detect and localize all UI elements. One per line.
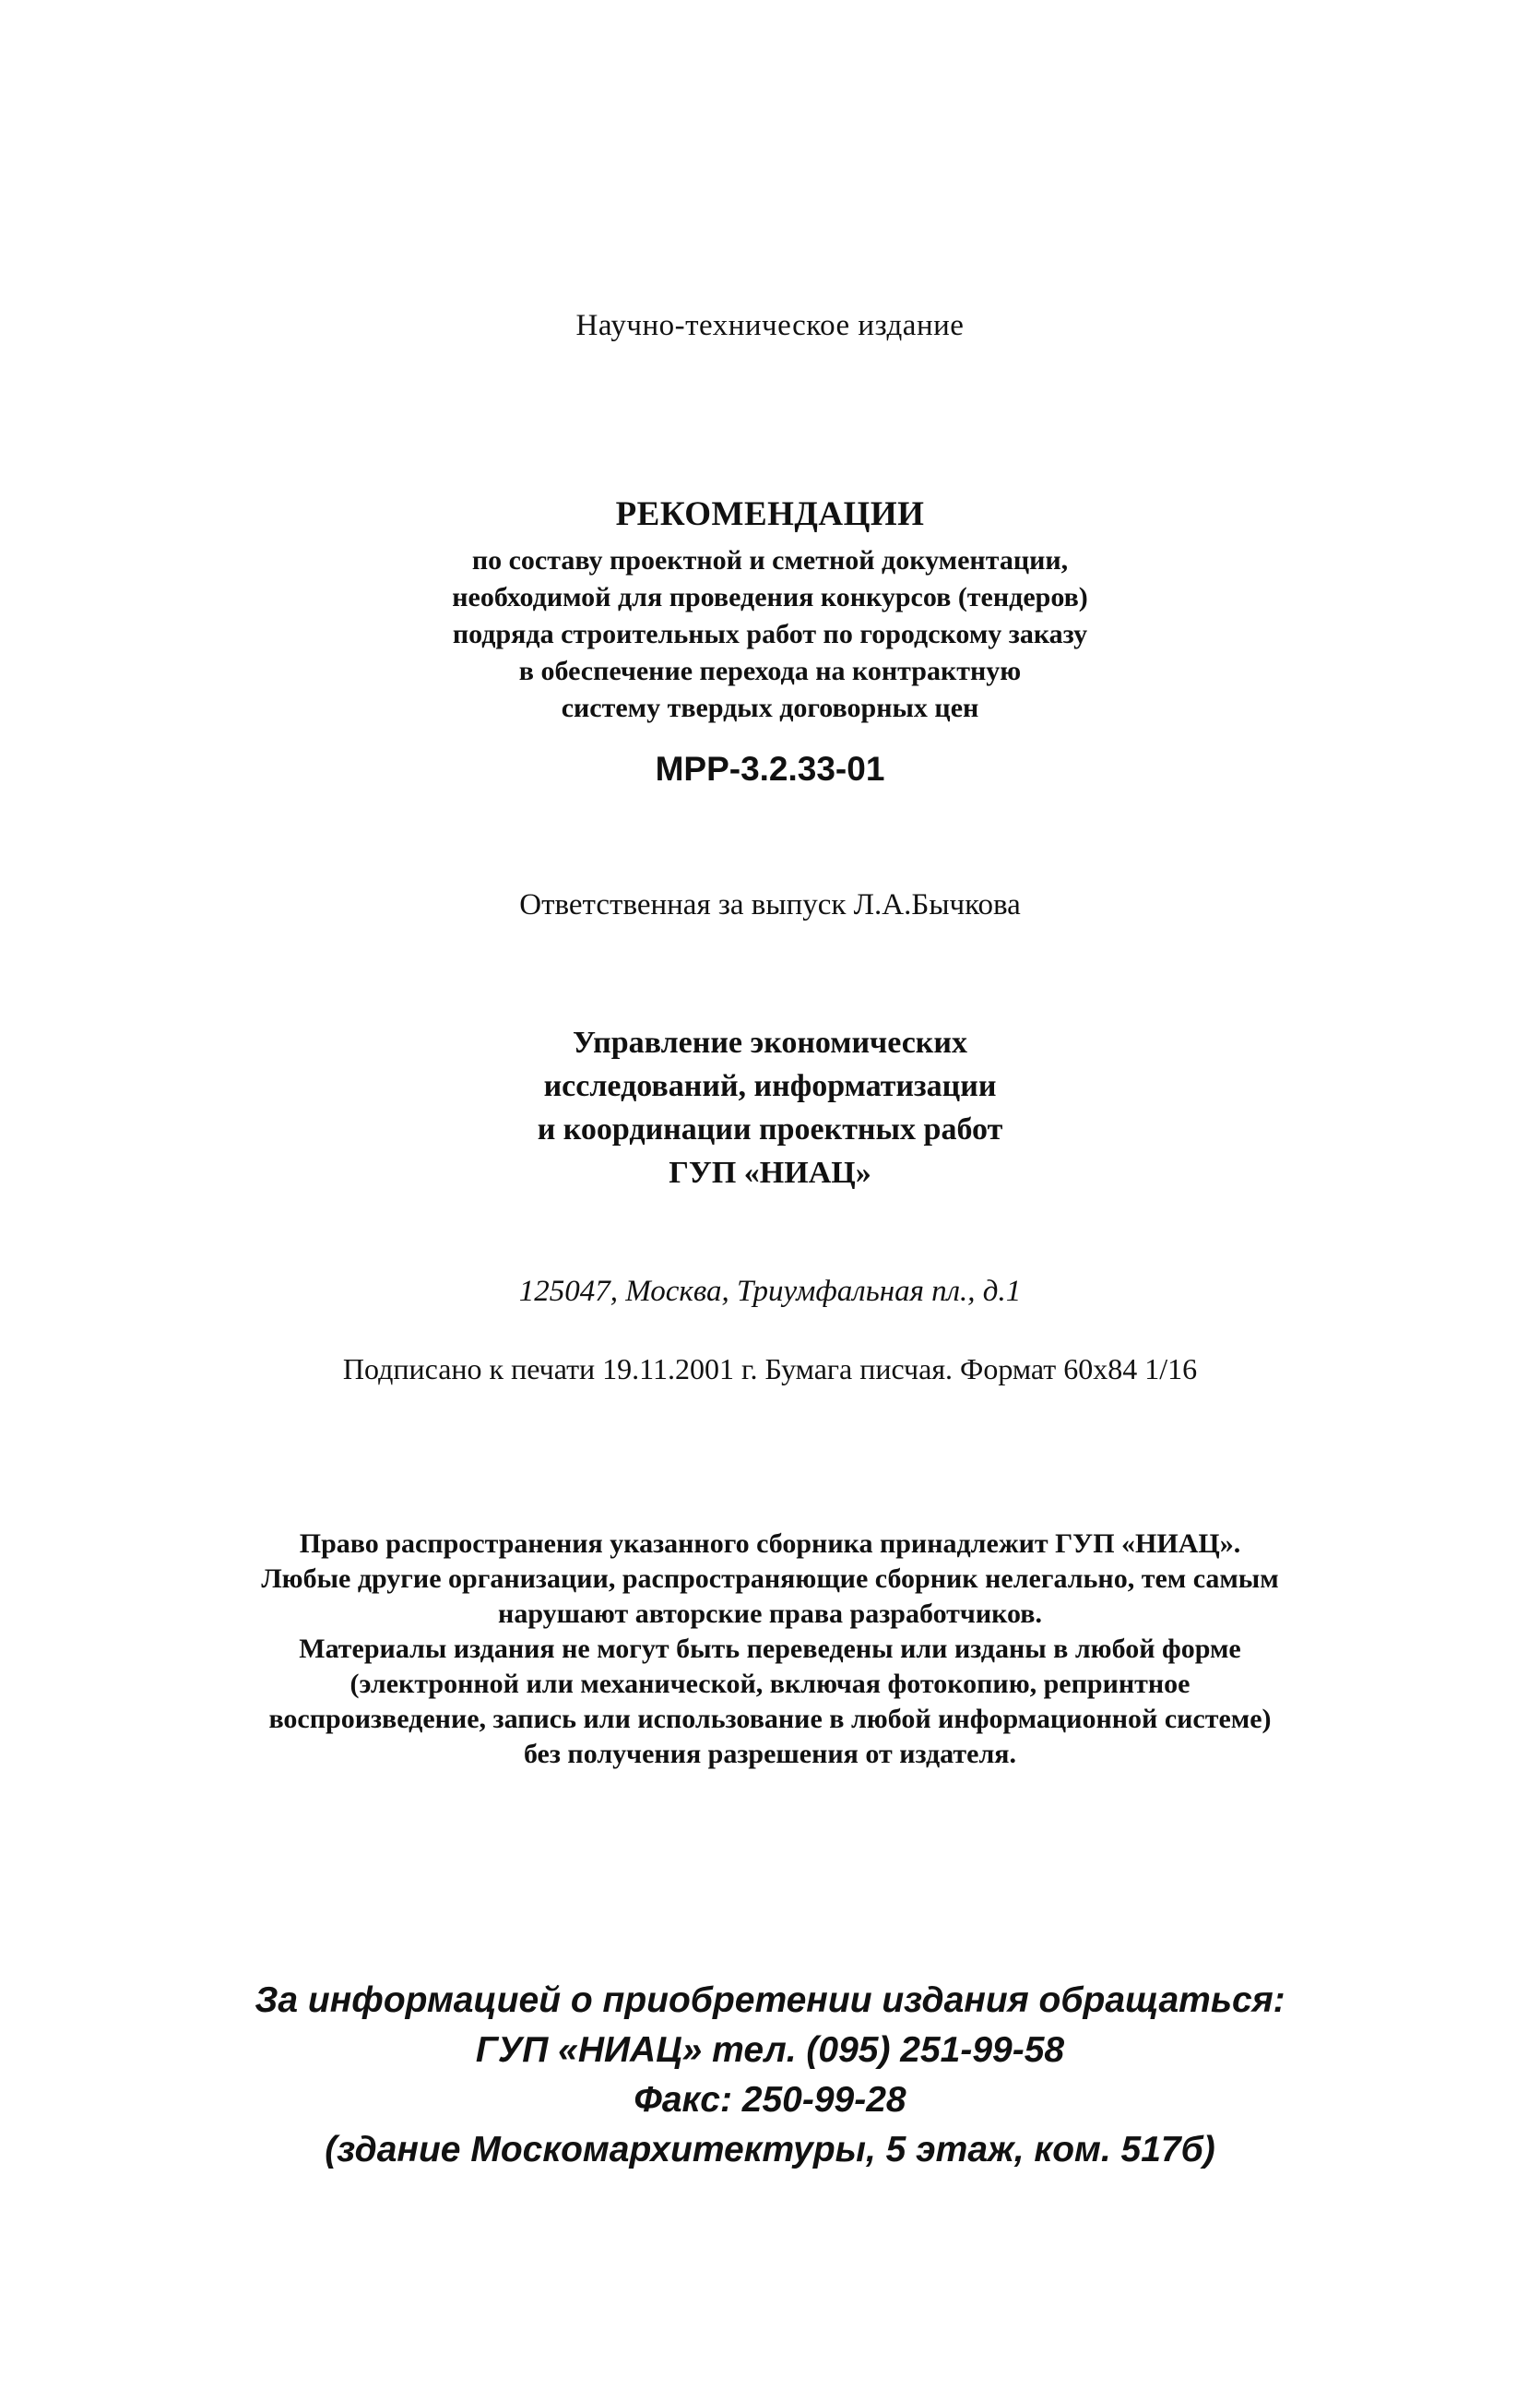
document-title [0,494,1540,534]
copyright-line: Право распространения указанного сборника принадлежит ГУП «НИАЦ». [299,1528,1241,1559]
print-info [0,1352,1540,1386]
document-subtitle [0,542,1540,727]
copyright-notice [0,1527,1540,1772]
edition-type [0,309,1540,343]
address [0,1275,1540,1309]
subtitle-line: в обеспечение перехода на контрактную [518,656,1022,686]
responsible-editor [0,888,1540,922]
document-code-text: МРР-3.2.33-01 [655,750,885,788]
organization-line: и координации проектных работ [537,1112,1003,1147]
subtitle-line: по составу проектной и сметной документации, [471,545,1069,576]
responsible-editor-text: Ответственная за выпуск Л.А.Бычкова [519,888,1021,921]
organization-line: ГУП «НИАЦ» [669,1156,871,1190]
copyright-line: без получения разрешения от издателя. [523,1739,1017,1769]
address-text: 125047, Москва, Триумфальная пл., д.1 [518,1275,1022,1308]
subtitle-line: подряда строительных работ по городскому заказу [452,619,1088,649]
document-code [0,750,1540,789]
document-title-text: РЕКОМЕНДАЦИИ [615,495,925,533]
contact-line: ГУП «НИАЦ» тел. (095) 251-99-58 [475,2030,1065,2070]
copyright-line: нарушают авторские права разработчиков. [498,1599,1042,1629]
subtitle-line: необходимой для проведения конкурсов (тендеров) [452,582,1088,612]
organization [0,1021,1540,1194]
copyright-line: Любые другие организации, распространяющие сборник нелегально, тем самым [261,1563,1279,1594]
organization-line: Управление экономических [573,1026,967,1060]
subtitle-line: систему твердых договорных цен [561,693,979,723]
contact-info [0,1976,1540,2175]
contact-line: Факс: 250-99-28 [634,2080,906,2120]
print-info-text: Подписано к печати 19.11.2001 г. Бумага писчая. Формат 60x84 1/16 [342,1352,1198,1385]
organization-line: исследований, информатизации [543,1069,997,1103]
copyright-line: (электронной или механической, включая фотокопию, репринтное [349,1669,1191,1699]
contact-line: За информацией о приобретении издания обращаться: [255,1980,1285,2020]
copyright-line: воспроизведение, запись или использование в любой информационной системе) [268,1704,1272,1734]
contact-line: (здание Москомархитектуры, 5 этаж, ком. 517б) [325,2130,1215,2169]
edition-type-text: Научно-техническое издание [575,309,965,342]
copyright-line: Материалы издания не могут быть переведены или изданы в любой форме [299,1634,1241,1664]
